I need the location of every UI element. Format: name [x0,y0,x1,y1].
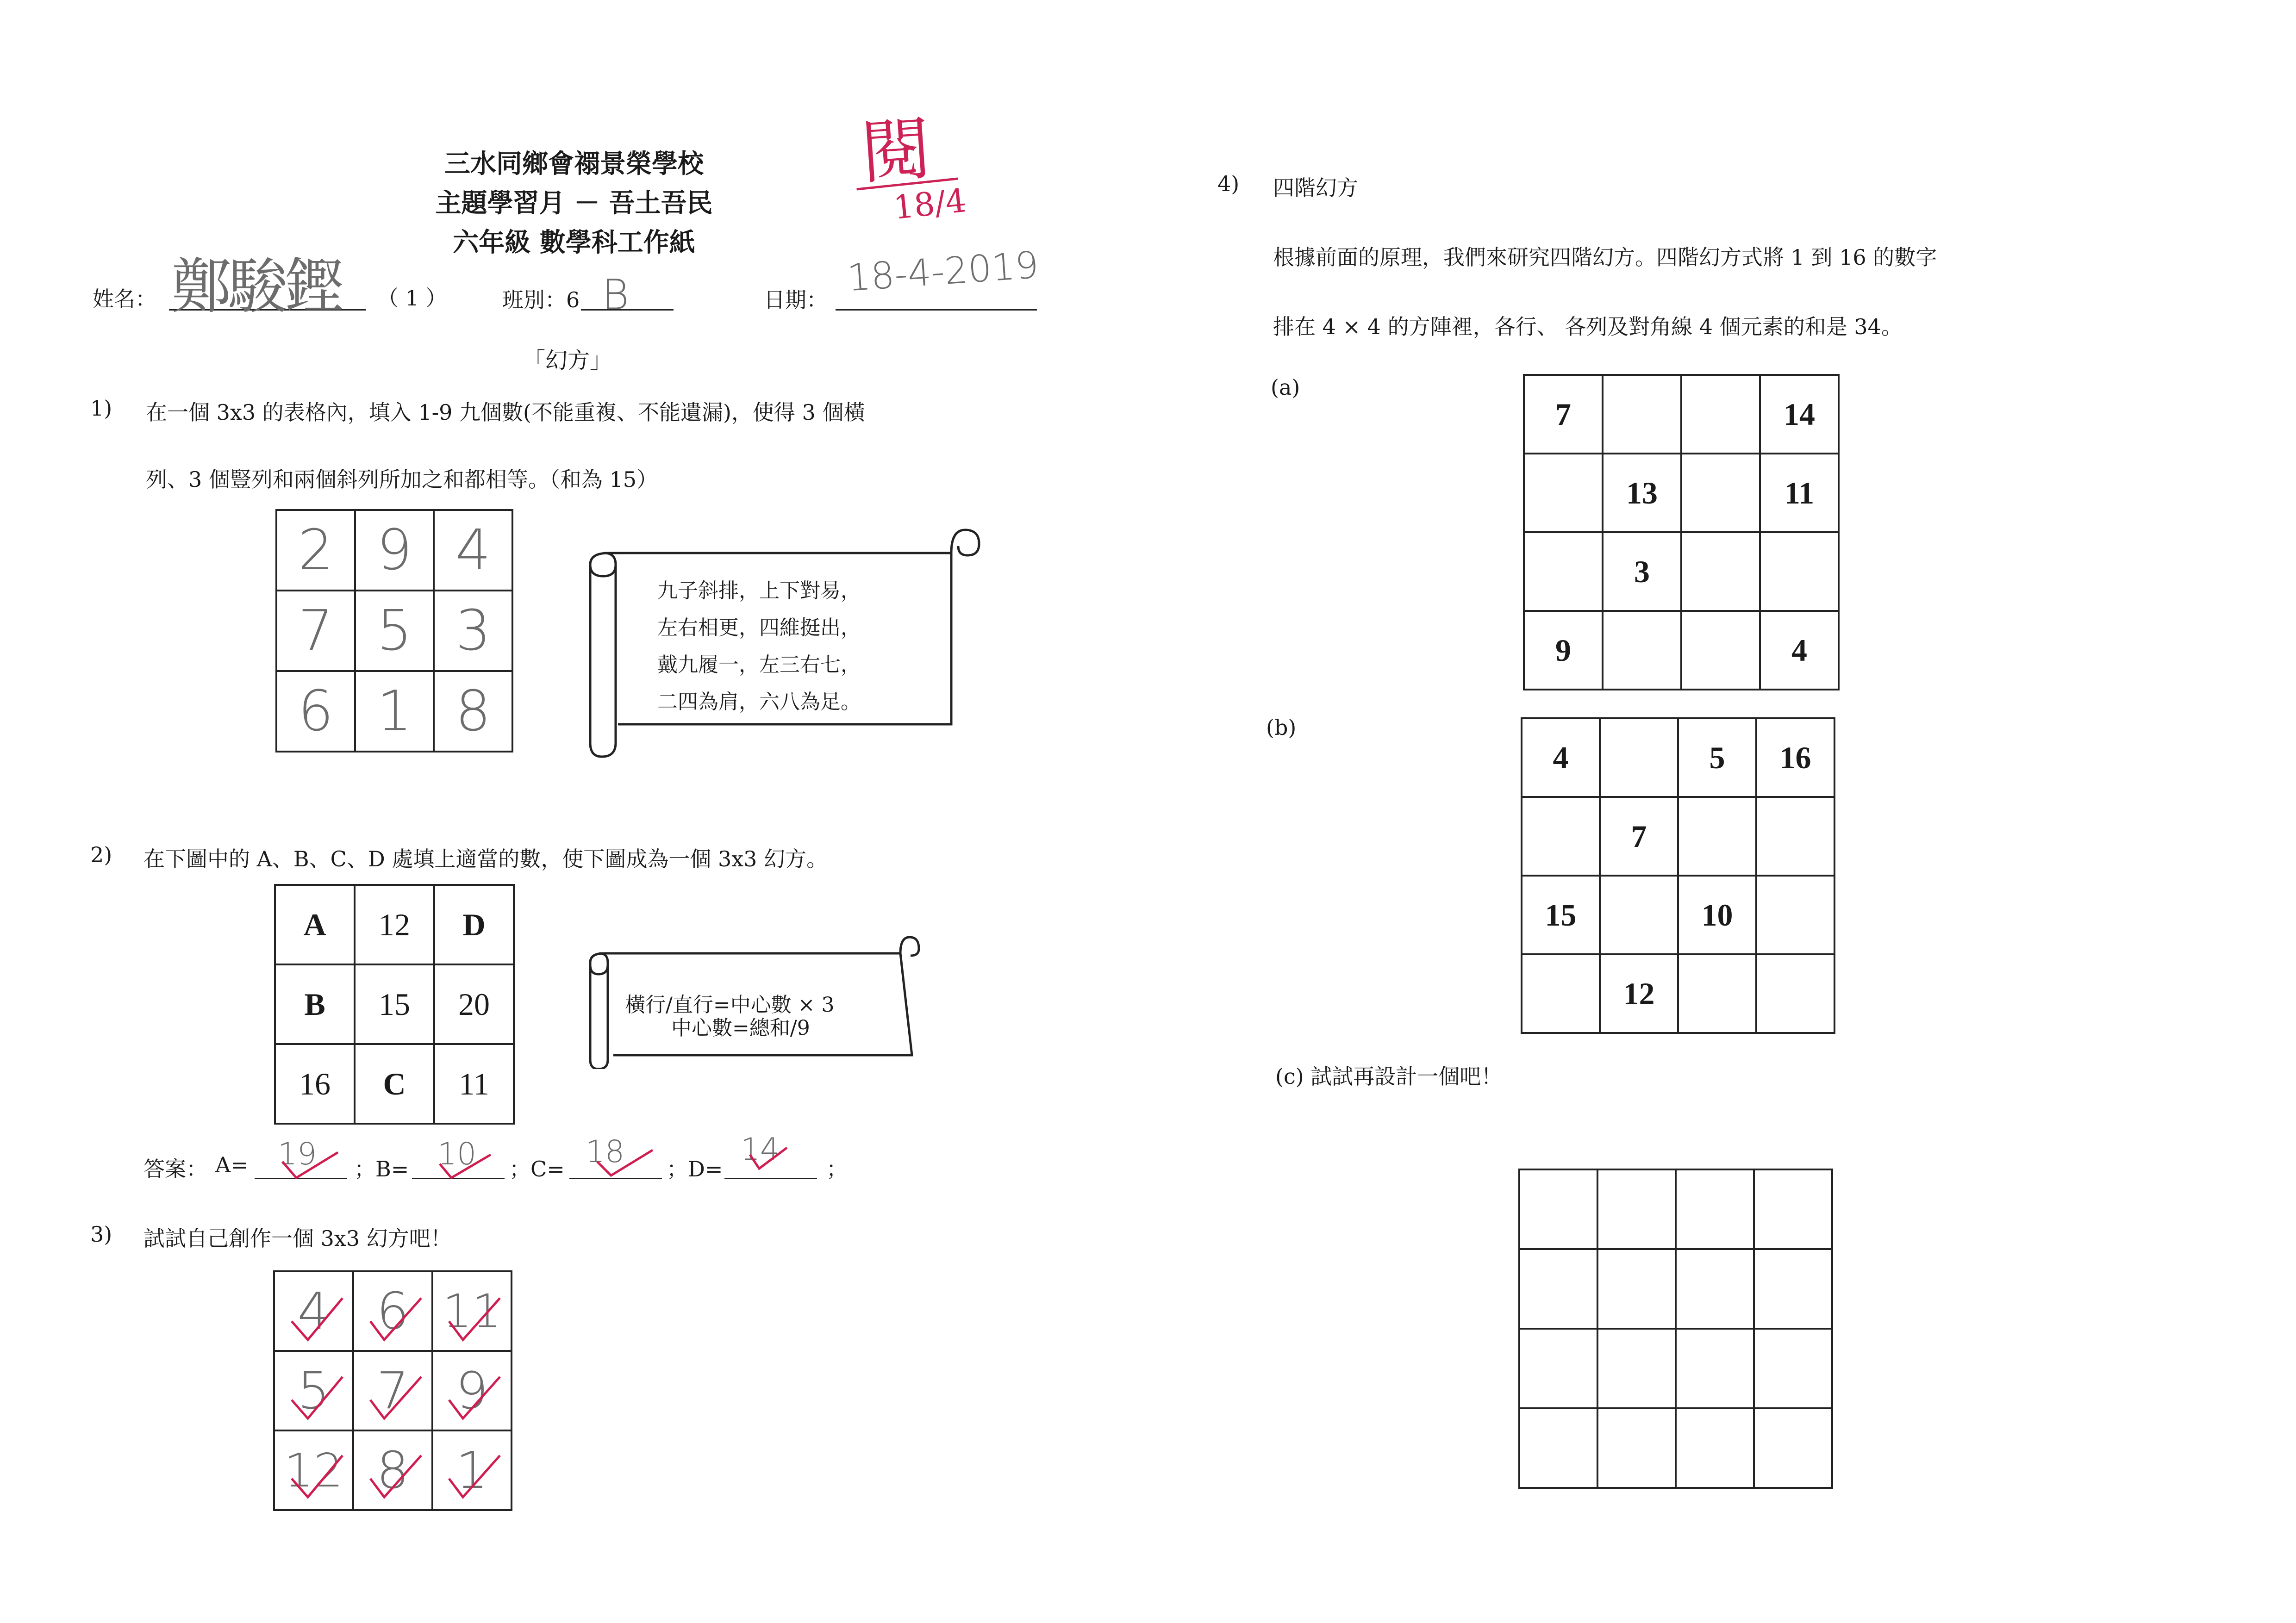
q4b-cell: 5 [1678,718,1756,797]
q3-cell[interactable]: 4 [274,1271,353,1351]
q4a-cell[interactable] [1681,375,1760,454]
q2-cell: A [275,885,355,964]
theme-title: 主題學習月 － 吾土吾民 [435,188,713,218]
q4c-cell[interactable] [1676,1329,1754,1408]
q2-cell: 15 [355,964,434,1044]
q4c-cell[interactable] [1754,1408,1832,1488]
q4a-cell[interactable] [1524,454,1603,532]
q2-cell: 16 [275,1044,355,1124]
answer-d-value: 14 [741,1132,780,1167]
q4b-cell[interactable] [1522,954,1600,1033]
q4a-cell: 14 [1760,375,1839,454]
q4b-cell: 12 [1600,954,1678,1033]
q3-cell[interactable]: 1 [432,1430,512,1510]
q4c-cell[interactable] [1754,1169,1832,1249]
scroll-line: 九子斜排，上下對易， [657,579,861,603]
q4a-label: (a) [1271,375,1300,400]
q4a-cell: 11 [1760,454,1839,532]
q4a-cell: 3 [1603,532,1681,611]
q4a-cell[interactable] [1524,532,1603,611]
worksheet-subject: 六年級 數學科工作紙 [453,227,695,258]
q4a-cell: 7 [1524,375,1603,454]
q4b-cell[interactable] [1600,718,1678,797]
q3-text: 試試自己創作一個 3x3 幻方吧！ [144,1226,452,1251]
q2-cell: 20 [434,964,514,1044]
q2-cell: C [355,1044,434,1124]
q4-text-line1: 根據前面的原理，我們來研究四階幻方。四階幻方式將 1 到 16 的數字 [1273,245,1937,270]
q4a-cell: 4 [1760,611,1839,690]
q1-cell[interactable]: 2 [276,510,355,591]
q4b-cell: 7 [1600,797,1678,876]
q4c-cell[interactable] [1597,1169,1676,1249]
q3-cell[interactable]: 9 [432,1351,512,1430]
q2-cell: 11 [434,1044,514,1124]
q4c-cell[interactable] [1754,1249,1832,1329]
q4b-cell: 4 [1522,718,1600,797]
q2-cell: B [275,964,355,1044]
q2-number: 2) [90,842,112,867]
name-label: 姓名： [93,286,156,311]
q4b-cell: 15 [1522,876,1600,954]
teacher-mark: 閱 [859,108,934,194]
name-value: 鄭駿鏗 [171,251,341,322]
q4c-grid [1518,1169,1833,1489]
q3-cell[interactable]: 6 [353,1271,432,1351]
date-field-line [836,309,1037,311]
scroll-formula-line: 中心數=總和/9 [671,1016,810,1040]
answer-c-value: 18 [586,1134,624,1169]
q1-cell[interactable]: 1 [355,671,434,752]
q3-cell[interactable]: 8 [353,1430,432,1510]
q4c-cell[interactable] [1754,1329,1832,1408]
q4c-cell[interactable] [1519,1169,1597,1249]
q4-text-line2: 排在 4 × 4 的方陣裡，各行、 各列及對角線 4 個元素的和是 34。 [1273,314,1903,339]
q4b-cell: 16 [1756,718,1834,797]
q1-scroll-graphic [581,521,988,766]
q1-cell[interactable]: 9 [355,510,434,591]
date-value: 18-4-2019 [846,243,1040,300]
date-label: 日期： [764,287,828,312]
answer-a-label: A= [215,1152,249,1177]
q4a-cell[interactable] [1681,611,1760,690]
q4c-cell[interactable] [1676,1169,1754,1249]
q1-number: 1) [90,396,112,421]
q2-cell: 12 [355,885,434,964]
q4-number: 4) [1217,171,1240,196]
q4c-cell[interactable] [1519,1329,1597,1408]
q1-cell[interactable]: 5 [355,591,434,671]
q4b-cell[interactable] [1756,954,1834,1033]
q3-cell[interactable]: 7 [353,1351,432,1430]
q4-title: 四階幻方 [1273,175,1358,200]
scroll-line: 左右相更，四維挺出， [657,616,861,640]
q1-cell[interactable]: 6 [276,671,355,752]
q4c-cell[interactable] [1676,1249,1754,1329]
class-value: B [602,271,629,319]
scroll-line: 戴九履一，左三右七， [657,653,861,677]
answer-d-label: ；D= [667,1157,723,1181]
q1-cell[interactable]: 3 [434,591,512,671]
q4c-cell[interactable] [1519,1249,1597,1329]
q4c-cell[interactable] [1519,1408,1597,1488]
q4a-cell: 9 [1524,611,1603,690]
q4a-cell[interactable] [1603,375,1681,454]
q4c-cell[interactable] [1676,1408,1754,1488]
q2-cell: D [434,885,514,964]
q4c-cell[interactable] [1597,1329,1676,1408]
q4b-grid [1521,717,1835,1034]
q2-text: 在下圖中的 A、B、C、D 處填上適當的數，使下圖成為一個 3x3 幻方。 [144,846,828,871]
answer-b-label: ；B= [354,1157,409,1181]
q4a-cell[interactable] [1681,532,1760,611]
q4c-cell[interactable] [1597,1249,1676,1329]
q4b-cell[interactable] [1756,876,1834,954]
answer-c-label: ；C= [509,1157,565,1181]
q4b-cell: 10 [1678,876,1756,954]
q2-check-marks [268,1143,847,1185]
q3-number: 3) [90,1222,112,1247]
teacher-mark-date: 18/4 [892,181,968,227]
school-name: 三水同鄉會禤景榮學校 [444,149,704,179]
q1-text-line2: 列、3 個豎列和兩個斜列所加之和都相等。（和為 15） [146,467,658,492]
class-label: 班別：6 [502,287,580,312]
q2-grid [274,884,515,1125]
q1-cell[interactable]: 4 [434,510,512,591]
q1-text-line1: 在一個 3x3 的表格內，填入 1-9 九個數(不能重複、不能遺漏)，使得 3 個橫 [146,400,865,425]
q3-check-marks [273,1270,514,1511]
q4a-cell[interactable] [1603,611,1681,690]
q4c-label: (c) 試試再設計一個吧！ [1275,1064,1503,1089]
q1-cell[interactable]: 8 [434,671,512,752]
q4a-cell: 13 [1603,454,1681,532]
topic-title: 「幻方」 [523,348,612,373]
scroll-line: 二四為肩，六八為足。 [657,690,861,714]
class-number: （ 1 ） [377,286,447,311]
answer-label: 答案： [144,1157,207,1181]
q4b-cell[interactable] [1678,797,1756,876]
answer-a-value: 19 [278,1136,317,1172]
q4b-cell[interactable] [1522,797,1600,876]
scroll-formula-line: 橫行/直行=中心數 × 3 [625,993,835,1017]
q3-cell[interactable]: 11 [432,1271,512,1351]
q4b-label: (b) [1266,715,1297,740]
q3-cell[interactable]: 12 [274,1430,353,1510]
q4c-cell[interactable] [1597,1408,1676,1488]
q4a-cell[interactable] [1681,454,1760,532]
answer-b-value: 10 [437,1136,476,1172]
q4b-cell[interactable] [1756,797,1834,876]
q4b-cell[interactable] [1678,954,1756,1033]
answer-end: ； [826,1157,848,1181]
q4b-cell[interactable] [1600,876,1678,954]
q3-cell[interactable]: 5 [274,1351,353,1430]
q4a-cell[interactable] [1760,532,1839,611]
q1-grid [275,509,513,752]
q4a-grid [1523,374,1840,690]
q1-cell[interactable]: 7 [276,591,355,671]
